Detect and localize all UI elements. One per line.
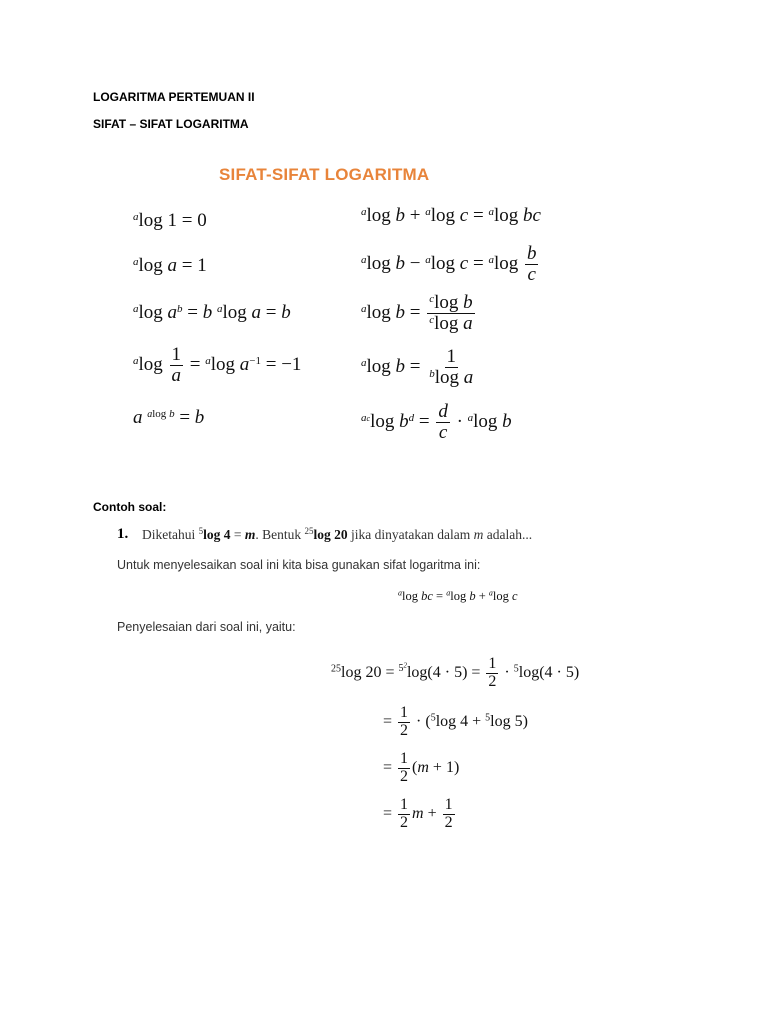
solution-step-1: $^{25}$log 20 = $^{5^2}$log(4 · 5) = $\frac{1}{2}$ · $^5$log(4 · 5) bbox=[331, 655, 580, 690]
formula-right-3: $^a$log b = $\frac{^c\log b}{^c\log a}$ bbox=[361, 292, 473, 334]
solution-step-2: = $\frac{1}{2}$ · ($^5$log 4 + $^5$log 5) bbox=[383, 704, 528, 739]
figure-title: SIFAT-SIFAT LOGARITMA bbox=[219, 165, 430, 184]
solution-intro: Penyelesaian dari soal ini, yaitu: bbox=[117, 620, 296, 634]
hint-text: Untuk menyelesaikan soal ini kita bisa gunakan sifat logaritma ini: bbox=[117, 558, 481, 572]
document-title: LOGARITMA PERTEMUAN II bbox=[93, 90, 255, 104]
formula-right-4: $^a$log b = $\frac{1}{^b\log a}$ bbox=[361, 346, 474, 388]
formula-left-5: a $^{alog b}$ = b bbox=[133, 407, 205, 428]
formula-left-3: $^a$log $a^b = b$ $^a$log a = b bbox=[133, 302, 291, 323]
property-formula: $^a$log bc = $^a$log b + $^a$log c bbox=[398, 588, 518, 603]
formula-left-1: $^a$log 1 = 0 bbox=[133, 210, 207, 231]
formula-right-2: $^a$log b − $^a$log c = $^a$log $\frac{b}{c}$ bbox=[361, 243, 537, 285]
section-subtitle: SIFAT – SIFAT LOGARITMA bbox=[93, 117, 249, 131]
solution-step-4: = $\frac{1}{2}$ m + $\frac{1}{2}$ bbox=[383, 796, 453, 831]
formula-right-5: $^{ac}$log $b^d$ = $\frac{d}{c}$ · $^a$log b bbox=[361, 401, 512, 443]
formula-left-2: $^a$log a = 1 bbox=[133, 255, 207, 276]
formula-right-1: $^a$log b + $^a$log c = $^a$log bc bbox=[361, 205, 541, 226]
formula-left-4: $^a$log $\frac{1}{a}$ = $^a$log $a^{-1} = -1$ bbox=[133, 344, 302, 386]
question-number: 1. bbox=[117, 526, 129, 542]
example-heading: Contoh soal: bbox=[93, 500, 167, 514]
solution-step-3: = $\frac{1}{2}$ (m + 1) bbox=[383, 750, 460, 785]
question-text: Diketahui $^5$log 4 = m. Bentuk $^{25}$log 20 jika dinyatakan dalam m adalah... bbox=[142, 526, 533, 542]
